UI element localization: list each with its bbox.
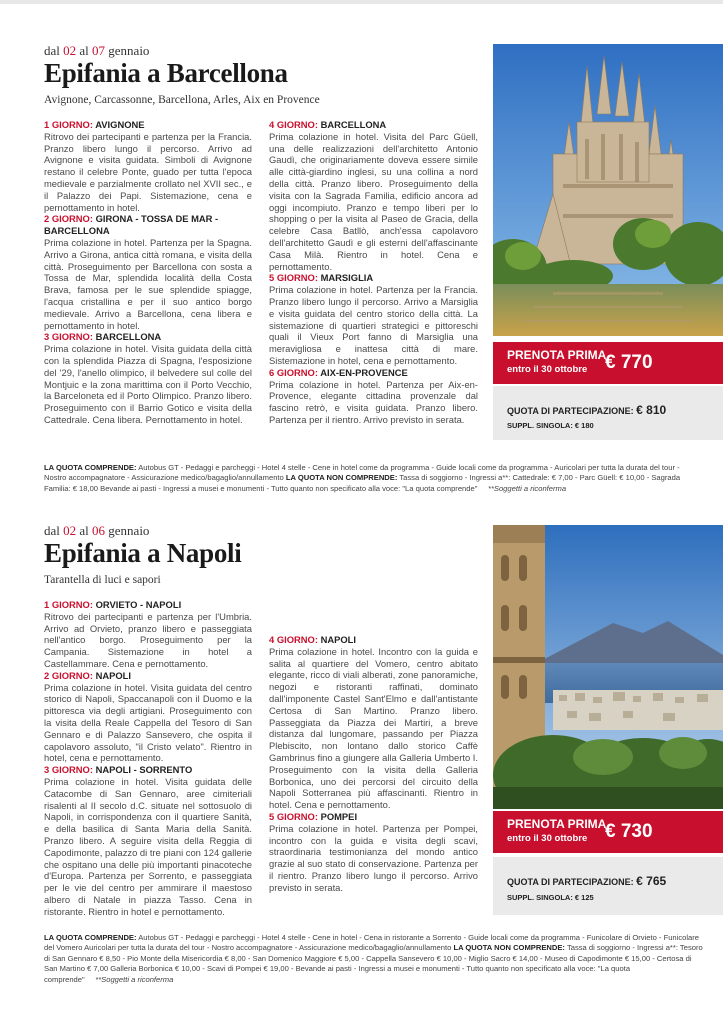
- itinerary-day: 3 GIORNO: BARCELLONA Prima colazione in hotel. Visita guidata della città con la splendida Piazza di Spagna, l'esposizione del '29, l'anello olimpico, il belvedere sul colle del Montjuic e la zona marittima con il Porto Vecchio, la Barceloneta ed il Porto Olimpico. Pranzo libero. Proseguimento con il Barrio Gotico e visita della Cattedrale. Cena libera. Pernottamento in hotel.: [44, 331, 252, 425]
- itinerary-day: 1 GIORNO: AVIGNONE Ritrovo dei partecipanti e partenza per la Francia. Pranzo libero lungo il percorso. Arrivo ad Avignone e visita guidata. Simboli di Avignone restano il celebre Ponte, guado per tutta l'epoca medievale e parzialmente crollato nel XVII sec., e il Palazzo dei Papi. Sistemazione, cena e pernottamento in hotel.: [44, 119, 252, 213]
- itinerary-day: 1 GIORNO: ORVIETO - NAPOLI Ritrovo dei partecipanti e partenza per l'Umbria. Arrivo ad Orvieto, pranzo libero e passeggiata nell'antico borgo. Proseguimento per la Campania. Sistemazione in hotel a Castellammare. Cena e pernottamento.: [44, 599, 252, 669]
- tour-napoli: [0, 510, 723, 1024]
- early-booking-label: PRENOTA PRIMA: [507, 348, 607, 362]
- participation-price: QUOTA DI PARTECIPAZIONE: € 765: [507, 874, 667, 888]
- participation-price: QUOTA DI PARTECIPAZIONE: € 810: [507, 403, 667, 417]
- itinerary-day: 2 GIORNO: GIRONA - TOSSA DE MAR - BARCELLONA Prima colazione in hotel. Partenza per la Spagna. Arrivo a Girona, antica città romana, e visita della città. Proseguimento per Barcellona con sosta a Tossa de Mar, splendida località della Costa Brava, famosa per le sue splendide spiagge, l'acqua cristallina e per il suo antico borgo medievale. Arrivo a Barcellona, cena libera e pernottamento in hotel.: [44, 213, 252, 331]
- early-booking-label: PRENOTA PRIMA: [507, 817, 607, 831]
- napoli-vesuvio-photo: [493, 525, 723, 809]
- itinerary-day: 4 GIORNO: NAPOLI Prima colazione in hotel. Incontro con la guida e salita al quartiere del Vomero, centro abitato elegante, ricco di viali alberati, zone panoramiche, negozi e ristoranti raffinati, dominato dall'imponente Castel Sant'Elmo e dall'antistante Certosa di San Martino. Pranzo libero. Passeggiata da Piazza dei Martiri, a breve distanza dal lungomare, passando per Piazza Plebiscito, non lontano dallo storico Caffè Gambrinus fino a giungere alla Galleria Umberto I. Proseguimento con la visita della Galleria Borbonica, uno dei percorsi del circuito della Napoli Sotterranea più affascinanti. Rientro in hotel. Cena e pernottamento.: [269, 634, 478, 811]
- tour-barcellona: [0, 0, 723, 510]
- quota-footnote: LA QUOTA COMPRENDE: Autobus GT - Pedaggi e parcheggi - Hotel 4 stelle - Cene in hotel - Cena in ristorante a Sorrento - Guide locali come da programma - Funicolare di Orvieto - Funicolare del Vomero Auricolari per tutta la durata del tour - Nostro accompagnatore - Assicurazione medico/bagaglio/annullamento LA QUOTA NON COMPRENDE: Tassa di soggiorno - Ingressi a**: Tesoro di San Gennaro € 8,50 - Pio Monte della Misericordia € 8,00 - San Domenico Maggiore € 5,00 - Cappella Sansevero € 10,00 - Miglio Sacro € 14,00 - Museo di Capodimonte € 15,00 - Certosa di San Martino € 7,00 Galleria Borbonica € 10,00 - Scavi di Pompei € 19,00 - Bevande ai pasti - Ingressi a musei e monumenti - Tutto quanto non specificato alla voce: "La quota comprende" **Soggetti a riconferma: [44, 933, 703, 984]
- sagrada-familia-photo: [493, 44, 723, 336]
- tour-subtitle: Avignone, Carcassonne, Barcellona, Arles, Aix en Provence: [44, 94, 320, 106]
- tour-title: Epifania a Barcellona: [44, 58, 288, 88]
- quota-footnote: LA QUOTA COMPRENDE: Autobus GT - Pedaggi e parcheggi - Hotel 4 stelle - Cene in hotel come da programma - Guide locali come da programma - Auricolari per tutta la durata del tour - Nostro accompagnatore - Assicurazione medico/bagaglio/annullamento LA QUOTA NON COMPRENDE: Tassa di soggiorno - Ingressi a**: Cattedrale: € 7,00 - Parc Güell: € 10,00 - Sagrada Familia: € 18,00 Bevande ai pasti - Ingressi a musei e monumenti - Tutto quanto non specificato alla voce: "La quota comprende" **Soggetti a riconferma: [44, 463, 681, 493]
- early-booking-banner: [493, 342, 723, 384]
- itinerary-column-right: [269, 634, 478, 894]
- price-box: [493, 857, 723, 915]
- tour-title: Epifania a Napoli: [44, 538, 242, 568]
- early-booking-deadline: entro il 30 ottobre: [507, 364, 588, 375]
- early-booking-banner: [493, 811, 723, 853]
- itinerary-column-left: [44, 599, 252, 918]
- early-booking-deadline: entro il 30 ottobre: [507, 833, 588, 844]
- itinerary-column-right: [269, 119, 478, 426]
- tour-dates: dal 02 al 06 gennaio: [44, 523, 150, 538]
- itinerary-day: 3 GIORNO: NAPOLI - SORRENTO Prima colazione in hotel. Visita guidata delle Catacombe di San Gennaro, aree cimiteriali risalenti al II secolo d.C. situate nel sottosuolo di Napoli, in corrispondenza con il quartiere Sanità, e della basilica di Santa Maria della Sanità. Pranzo libero. A seguire visita della Reggia di Capodimonte, palazzo di tre piani con 124 gallerie che ospitano una delle più importanti pinacoteche d'Europa. Partenza per Sorrento, e passeggiata per le vie del centro per ammirare il maestoso albero di Natale in piazza Tasso. Cena in ristorante. Rientro in hotel e pernottamento.: [44, 764, 252, 917]
- itinerary-day: 6 GIORNO: AIX-EN-PROVENCE Prima colazione in hotel. Partenza per Aix-en-Provence, elegante cittadina provenzale dal fascino retrò, e visita guidata. Pranzo libero. Partenza per il rientro. Arrivo previsto in serata.: [269, 366, 478, 425]
- itinerary-day: 5 GIORNO: POMPEI Prima colazione in hotel. Partenza per Pompei, incontro con la guida e visita degli scavi, straordinaria testimonianza del mondo antico grazie al suo stato di conservazione. Partenza per il rientro. Pranzo libero lungo il percorso. Arrivo previsto in serata.: [269, 810, 478, 893]
- itinerary-day: 5 GIORNO: MARSIGLIA Prima colazione in hotel. Partenza per la Francia. Pranzo libero lungo il percorso. Arrivo a Marsiglia e visita guidata del centro storico della città. La sistemazione di quartieri strategici e pittoreschi quali il Vieux Port fanno di Marsiglia una meravigliosa e inattesa città di mare. Sistemazione in hotel, cena e pernottamento.: [269, 272, 478, 366]
- itinerary-day: 2 GIORNO: NAPOLI Prima colazione in hotel. Visita guidata del centro storico di Napoli, Spaccanapoli con il Duomo e la pittoresca via degli artigiani. Proseguimento con la visita della Reale Cappella del Tesoro di San Gennaro e di Palazzo Sansevero, che ospita il capolavoro assoluto, "il Cristo velato". Rientro in hotel, cena e pernottamento.: [44, 669, 252, 764]
- single-supplement: SUPPL. SINGOLA: € 125: [507, 893, 594, 902]
- single-supplement: SUPPL. SINGOLA: € 180: [507, 421, 594, 430]
- early-booking-price: € 770: [605, 352, 653, 373]
- tour-subtitle: Tarantella di luci e sapori: [44, 574, 161, 586]
- price-box: [493, 386, 723, 440]
- itinerary-day: 4 GIORNO: BARCELLONA Prima colazione in hotel. Visita del Parc Güell, una delle realizzazioni dell'architetto Antonio Gaudì, che originariamente doveva essere simile alle città-giardino inglesi, su una collina a nord della città. Pranzo libero. Proseguimento della visita con la Sagrada Familia, edificio ancora ad oggi incompiuto. Pranzo e tempo liberi per lo shopping o per la visita al Paseo de Gracia, della celebre Casa Batllò, anch'essa capolavoro dell'architetto Gaudì e gli esterni dell'affascinante Casa Milà. Rientro in hotel. Cena e pernottamento.: [269, 119, 478, 272]
- early-booking-price: € 730: [605, 821, 653, 842]
- tour-dates: dal 02 al 07 gennaio: [44, 43, 150, 58]
- itinerary-column-left: [44, 119, 252, 426]
